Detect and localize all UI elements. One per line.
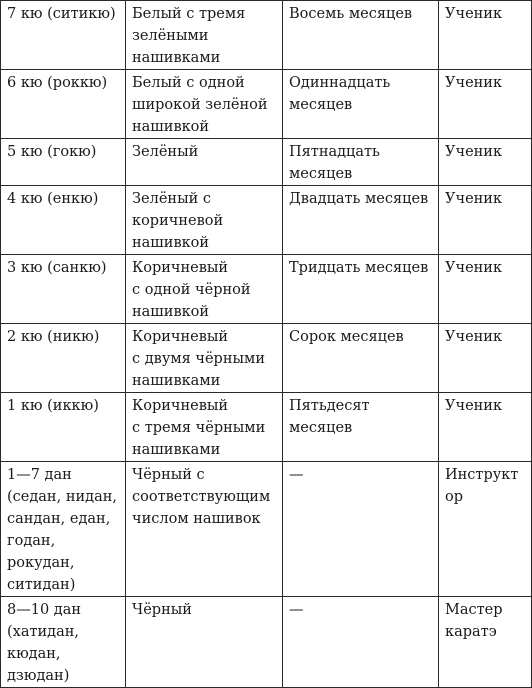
table-row [1,324,532,393]
belt-color-cell [126,1,283,70]
table-row [1,597,532,688]
rank-cell [1,462,126,597]
belt-color-cell-line: числом нашивок [132,511,261,527]
belt-color-cell-line: нашивками [132,373,221,389]
table-row [1,1,532,70]
rank-cell-line: (седан, нидан, [7,489,117,505]
status-cell-line: Ученик [445,191,503,207]
status-cell-line: Ученик [445,398,503,414]
training-period-cell [283,186,439,255]
belt-color-cell [126,462,283,597]
belt-color-cell [126,324,283,393]
belt-color-cell-line: Зелёный [132,144,199,160]
belt-color-cell-line: с одной чёрной [132,282,251,298]
status-cell [439,70,532,139]
status-cell [439,462,532,597]
belt-color-cell-line: с двумя чёрными [132,351,265,367]
belt-color-cell-line: Коричневый [132,260,229,276]
rank-cell-line: 8—10 дан [7,602,82,618]
rank-cell-line: 1—7 дан [7,467,72,483]
training-period-cell-line: Восемь месяцев [289,6,413,22]
belt-color-cell-line: нашивкой [132,119,210,135]
rank-cell [1,393,126,462]
status-cell [439,393,532,462]
belt-color-cell-line: Коричневый [132,398,229,414]
status-cell-line: Ученик [445,6,503,22]
rank-cell-line: сандан, едан, [7,511,111,527]
status-cell-line: Ученик [445,75,503,91]
training-period-cell-line: — [289,602,304,618]
training-period-cell-line: — [289,467,304,483]
belt-color-cell-line: нашивками [132,442,221,458]
belt-color-cell-line: Чёрный с [132,467,205,483]
rank-cell-line: 6 кю (роккю) [7,75,108,91]
rank-cell-line: 7 кю (ситикю) [7,6,116,22]
rank-cell-line: 1 кю (иккю) [7,398,99,414]
rank-cell-line: 3 кю (санкю) [7,260,107,276]
rank-cell-line: годан, рокудан, [7,533,75,571]
belt-color-cell [126,70,283,139]
belt-color-cell-line: нашивкой [132,235,210,251]
rank-cell [1,139,126,186]
belt-color-cell-line: Чёрный [132,602,192,618]
belt-color-cell-line: коричневой [132,213,224,229]
training-period-cell-line: Двадцать месяцев [289,191,429,207]
training-period-cell [283,139,439,186]
rank-cell [1,255,126,324]
training-period-cell-line: Тридцать месяцев [289,260,429,276]
belt-color-cell [126,393,283,462]
rank-cell [1,597,126,688]
belt-color-cell-line: Коричневый [132,329,229,345]
rank-cell-line: 2 кю (никю) [7,329,100,345]
rank-cell [1,186,126,255]
status-cell [439,186,532,255]
rank-cell-line: ситидан) [7,577,76,593]
belt-color-cell-line: Зелёный с [132,191,212,207]
training-period-cell-line: Сорок месяцев [289,329,404,345]
training-period-cell [283,324,439,393]
belt-color-cell-line: с тремя чёрными [132,420,266,436]
training-period-cell-line: месяцев [289,97,353,113]
training-period-cell [283,462,439,597]
table-row [1,393,532,462]
belt-color-cell-line: широкой зелёной [132,97,268,113]
table-row [1,186,532,255]
table-row [1,462,532,597]
table-row [1,70,532,139]
training-period-cell-line: Пятнадцать [289,144,380,160]
status-cell [439,255,532,324]
belt-color-cell-line: соответствующим [132,489,271,505]
status-cell-line: каратэ [445,624,497,640]
status-cell [439,597,532,688]
rank-cell [1,324,126,393]
belt-color-cell [126,255,283,324]
belt-color-cell [126,186,283,255]
training-period-cell [283,393,439,462]
training-period-cell [283,1,439,70]
training-period-cell [283,70,439,139]
rank-cell-line: (хатидан, кюдан, [7,624,80,662]
training-period-cell-line: Пятьдесят месяцев [289,398,370,436]
rank-cell-line: 5 кю (гокю) [7,144,97,160]
status-cell [439,1,532,70]
rank-cell [1,70,126,139]
status-cell-line: Ученик [445,329,503,345]
belt-color-cell-line: Белый с одной [132,75,245,91]
rank-cell-line: дзюдан) [7,668,70,684]
rank-cell [1,1,126,70]
status-cell [439,139,532,186]
table-body [1,1,532,688]
belt-color-cell-line: Белый с тремя [132,6,246,22]
rank-cell-line: 4 кю (енкю) [7,191,99,207]
status-cell-line: Инструктор [445,467,519,505]
status-cell-line: Ученик [445,260,503,276]
training-period-cell-line: месяцев [289,166,353,182]
belt-color-cell-line: нашивкой [132,304,210,320]
belt-color-cell-line: зелёными нашивками [132,28,221,66]
table-row [1,139,532,186]
belt-color-cell [126,597,283,688]
status-cell-line: Ученик [445,144,503,160]
training-period-cell [283,255,439,324]
status-cell [439,324,532,393]
training-period-cell-line: Одиннадцать [289,75,391,91]
status-cell-line: Мастер [445,602,503,618]
table-row [1,255,532,324]
training-period-cell [283,597,439,688]
belt-color-cell [126,139,283,186]
